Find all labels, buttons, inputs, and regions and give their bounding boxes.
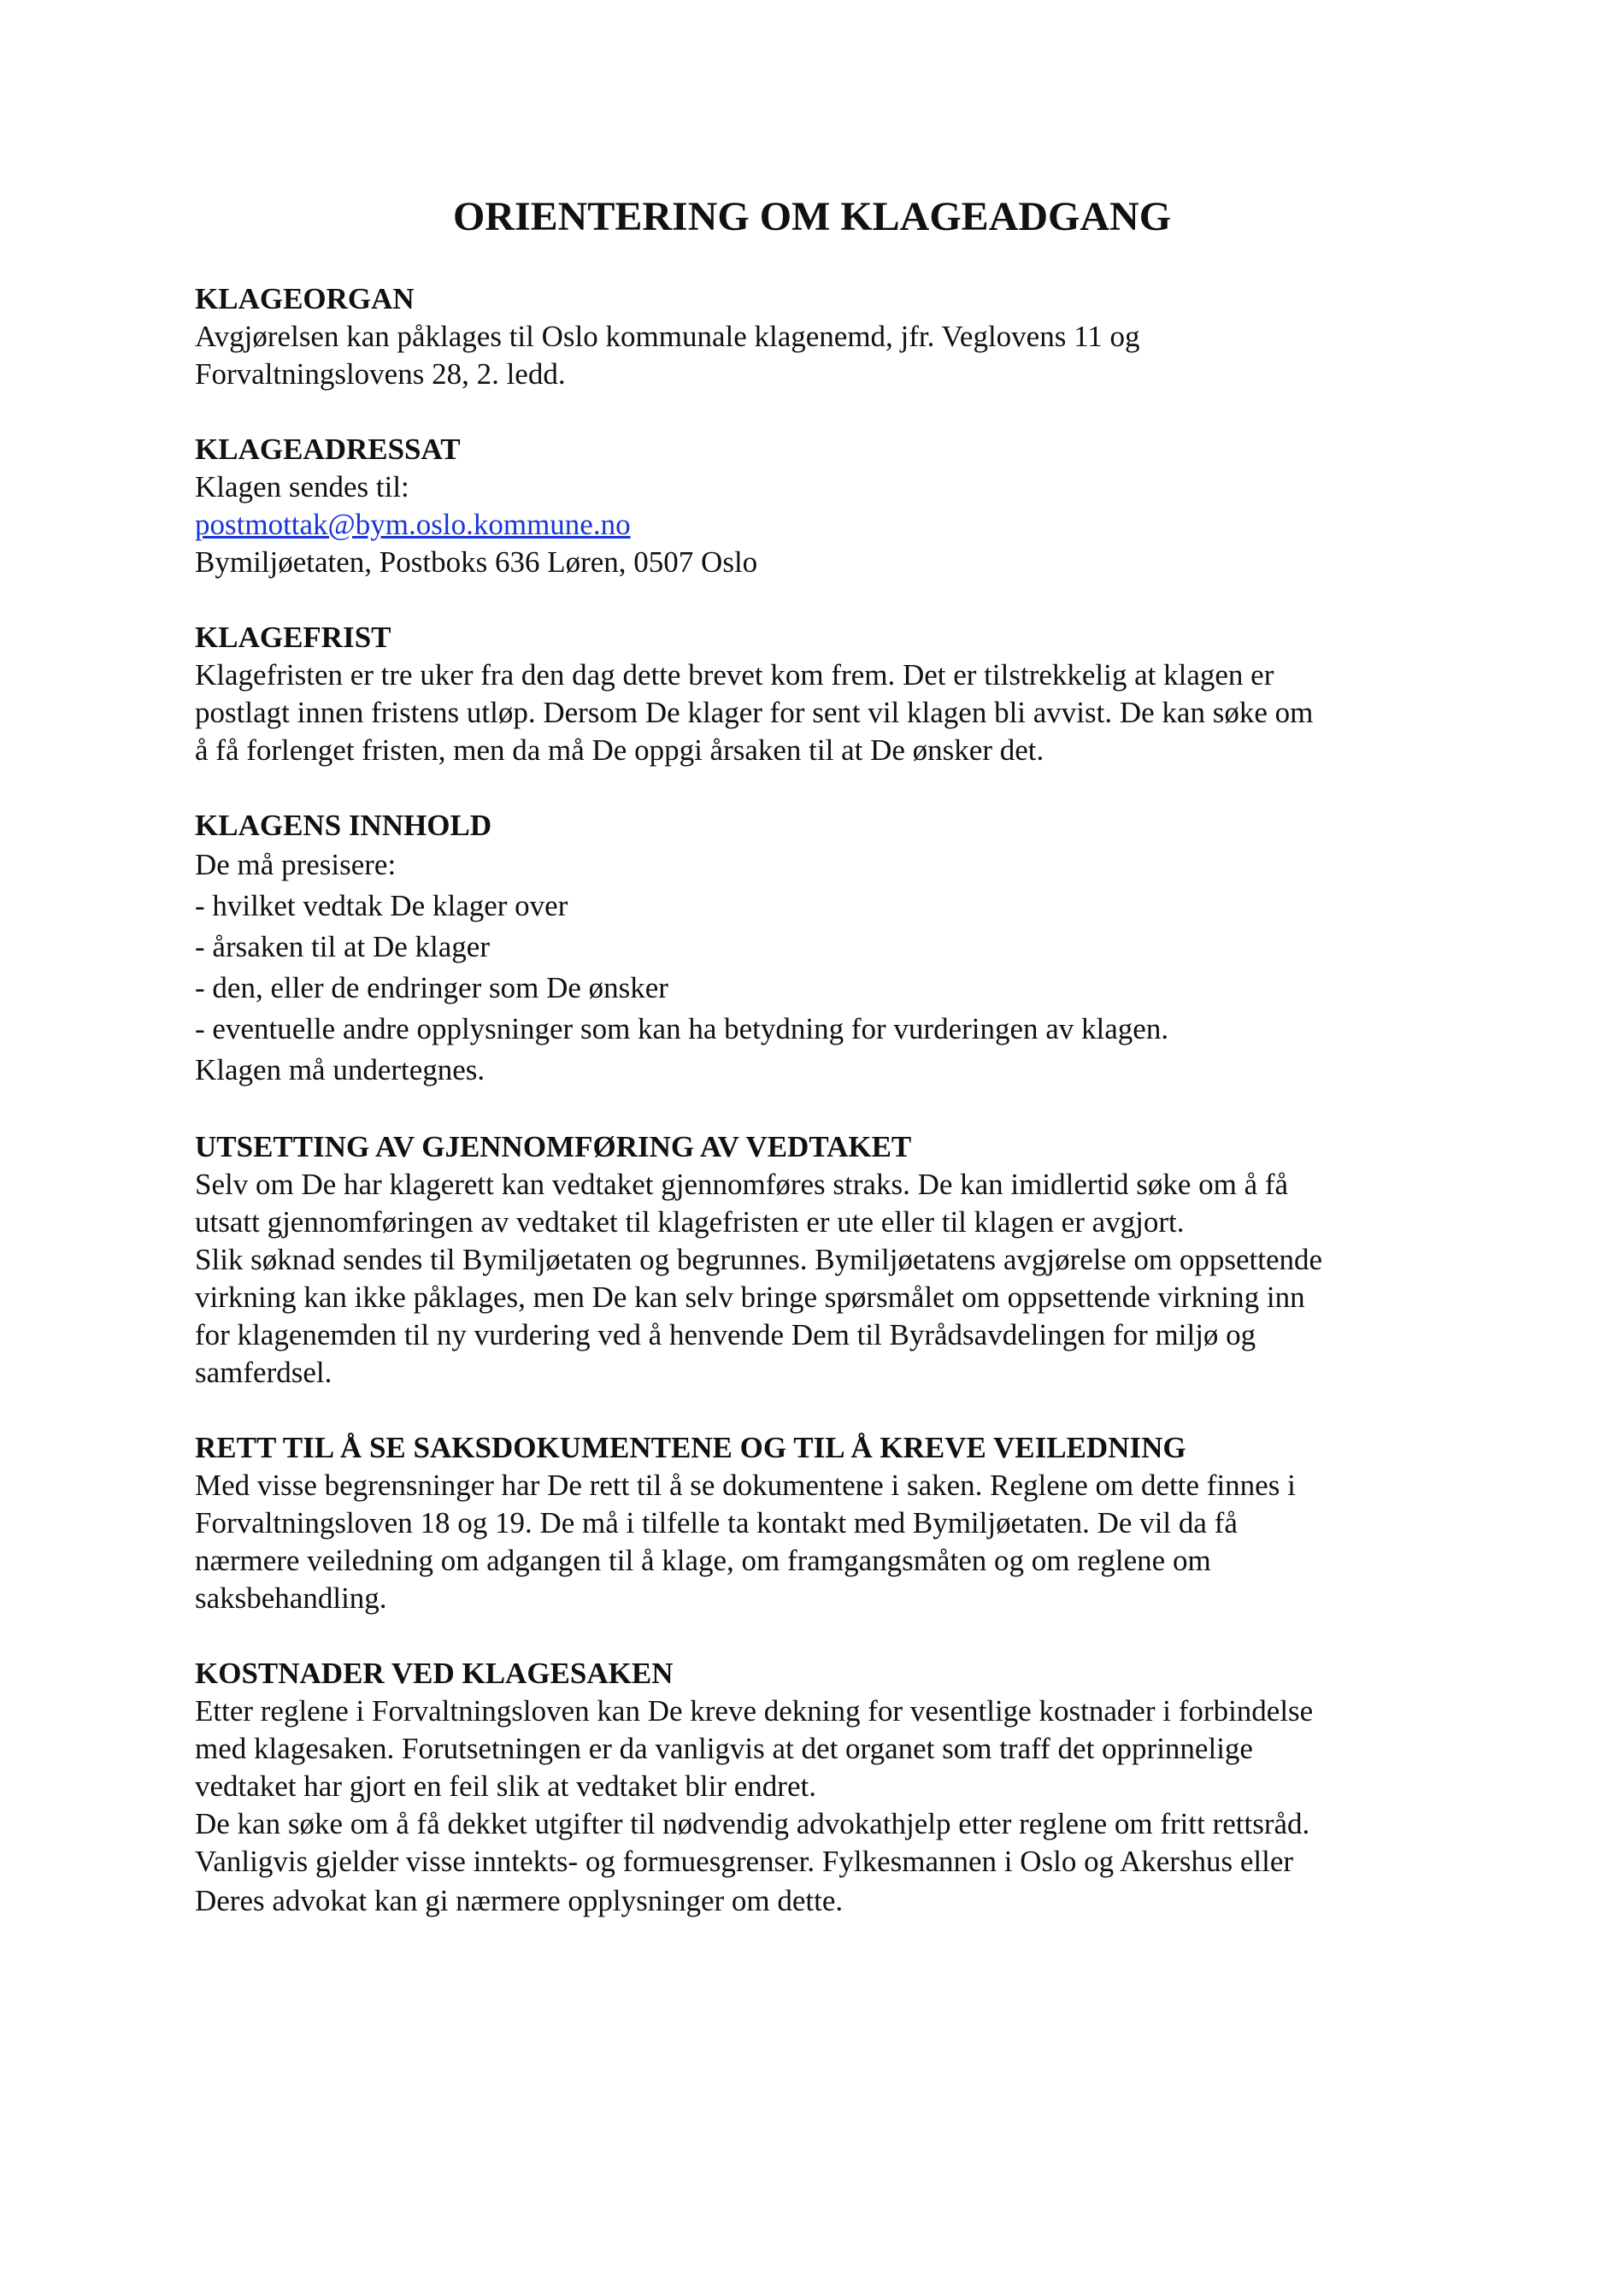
- section-heading: RETT TIL Å SE SAKSDOKUMENTENE OG TIL Å KREVE VEILEDNING: [195, 1431, 1186, 1464]
- paragraph-line: De kan søke om å få dekket utgifter til nødvendig advokathjelp etter reglene om fritt rettsråd.: [195, 1807, 1310, 1840]
- section-heading: KLAGEFRIST: [195, 621, 391, 654]
- email-link[interactable]: postmottak@bym.oslo.kommune.no: [195, 508, 631, 541]
- list-item: - eventuelle andre opplysninger som kan ha betydning for vurderingen av klagen.: [195, 1012, 1169, 1045]
- paragraph-line: nærmere veiledning om adgangen til å klage, om framgangsmåten og om reglene om: [195, 1544, 1211, 1577]
- section-klagens-innhold: [195, 807, 1477, 1091]
- paragraph-line: å få forlenget fristen, men da må De oppgi årsaken til at De ønsker det.: [195, 733, 1044, 767]
- section-heading: KLAGENS INNHOLD: [195, 809, 492, 842]
- paragraph-line: Klagen må undertegnes.: [195, 1053, 485, 1086]
- page-title: ORIENTERING OM KLAGEADGANG: [452, 194, 1172, 239]
- list-item: - den, eller de endringer som De ønsker: [195, 971, 668, 1004]
- paragraph-line: med klagesaken. Forutsetningen er da vanligvis at det organet som traff det opprinnelige: [195, 1732, 1253, 1765]
- list-item: - årsaken til at De klager: [195, 930, 490, 963]
- paragraph-line: Slik søknad sendes til Bymiljøetaten og begrunnes. Bymiljøetatens avgjørelse om oppsettende: [195, 1243, 1323, 1276]
- section-klagefrist: [195, 619, 1477, 769]
- paragraph-line: Deres advokat kan gi nærmere opplysninger om dette.: [195, 1884, 844, 1917]
- paragraph-line: Avgjørelsen kan påklages til Oslo kommunale klagenemd, jfr. Veglovens 11 og: [195, 320, 1140, 353]
- section-heading: KLAGEADRESSAT: [195, 433, 461, 466]
- list-item: - hvilket vedtak De klager over: [195, 889, 568, 922]
- paragraph-line: Etter reglene i Forvaltningsloven kan De kreve dekning for vesentlige kostnader i forbindelse: [195, 1694, 1314, 1728]
- section-klageadressat: [195, 431, 1477, 581]
- paragraph-line: Med visse begrensninger har De rett til å se dokumentene i saken. Reglene om dette finnes i: [195, 1469, 1296, 1502]
- paragraph-line: Klagefristen er tre uker fra den dag dette brevet kom frem. Det er tilstrekkelig at klagen er: [195, 658, 1274, 692]
- section-heading: KOSTNADER VED KLAGESAKEN: [195, 1657, 674, 1690]
- paragraph-line: utsatt gjennomføringen av vedtaket til klagefristen er ute eller til klagen er avgjort.: [195, 1205, 1185, 1239]
- section-heading: KLAGEORGAN: [195, 282, 415, 315]
- section-klageorgan: [195, 280, 1477, 393]
- paragraph-line: Selv om De har klagerett kan vedtaket gjennomføres straks. De kan imidlertid søke om å få: [195, 1168, 1289, 1201]
- paragraph-line: Forvaltningslovens 28, 2. ledd.: [195, 357, 566, 391]
- postal-address: Bymiljøetaten, Postboks 636 Løren, 0507 Oslo: [195, 545, 758, 579]
- section-kostnader: [195, 1655, 1477, 1922]
- paragraph-line: virkning kan ikke påklages, men De kan selv bringe spørsmålet om oppsettende virkning inn: [195, 1280, 1305, 1314]
- paragraph-line: samferdsel.: [195, 1356, 332, 1389]
- paragraph-line: Klagen sendes til:: [195, 470, 409, 503]
- paragraph-line: for klagenemden til ny vurdering ved å henvende Dem til Byrådsavdelingen for miljø og: [195, 1318, 1256, 1351]
- email-link-line: [195, 506, 1477, 544]
- paragraph-line: De må presisere:: [195, 848, 397, 881]
- paragraph-line: Vanligvis gjelder visse inntekts- og formuesgrenser. Fylkesmannen i Oslo og Akershus eller: [195, 1845, 1294, 1878]
- section-rett-til-innsyn: [195, 1429, 1477, 1617]
- paragraph-line: vedtaket har gjort en feil slik at vedtaket blir endret.: [195, 1769, 816, 1803]
- paragraph-line: saksbehandling.: [195, 1581, 387, 1615]
- paragraph-line: postlagt innen fristens utløp. Dersom De klager for sent vil klagen bli avvist. De kan søke om: [195, 696, 1314, 729]
- document-body: [195, 280, 1477, 1959]
- paragraph-line: Forvaltningsloven 18 og 19. De må i tilfelle ta kontakt med Bymiljøetaten. De vil da få: [195, 1506, 1238, 1539]
- section-utsetting: [195, 1128, 1477, 1392]
- section-heading: UTSETTING AV GJENNOMFØRING AV VEDTAKET: [195, 1130, 912, 1163]
